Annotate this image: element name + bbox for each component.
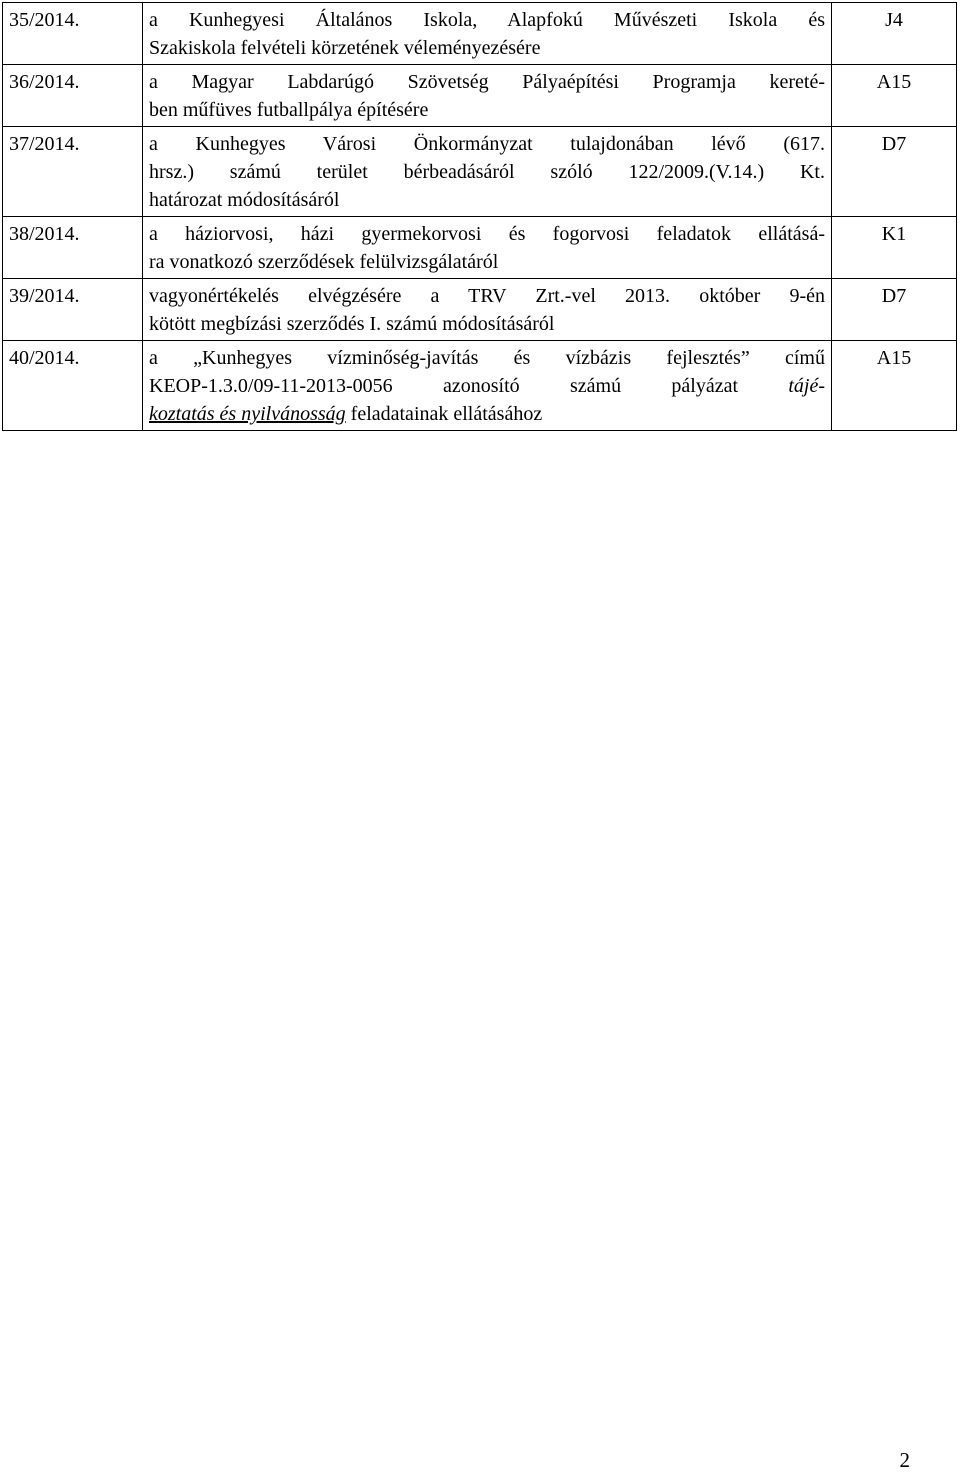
- description-text: kötött megbízási szerződés I. számú módosításáról: [149, 313, 555, 335]
- committee-code: K1: [832, 217, 957, 279]
- description-text: koztatás és nyilvánosság: [149, 403, 346, 425]
- description-text: a Kunhegyesi Általános Iskola, Alapfokú Művészeti Iskola és: [149, 9, 825, 31]
- resolution-table: [2, 2, 957, 431]
- description-line: [149, 96, 825, 124]
- resolution-number: 35/2014.: [3, 3, 143, 65]
- description-line: [149, 372, 825, 400]
- description-text: ben műfüves futballpálya építésére: [149, 99, 429, 121]
- description-text: határozat módosításáról: [149, 189, 340, 211]
- description-text: Szakiskola felvételi körzetének véleményezésére: [149, 37, 541, 59]
- description-line: [149, 248, 825, 276]
- description-text: a Magyar Labdarúgó Szövetség Pályaépítési Programja kereté-: [149, 71, 825, 93]
- description-line: [149, 130, 825, 158]
- description-line: [149, 68, 825, 96]
- description-line: [149, 34, 825, 62]
- committee-code: D7: [832, 127, 957, 217]
- resolution-number: 37/2014.: [3, 127, 143, 217]
- description-line: [149, 310, 825, 338]
- resolution-number: 36/2014.: [3, 65, 143, 127]
- committee-code: A15: [832, 341, 957, 431]
- description-text: tájé-: [788, 375, 825, 397]
- description-line: [149, 158, 825, 186]
- description-text: a Kunhegyes Városi Önkormányzat tulajdonában lévő (617.: [149, 133, 825, 155]
- resolution-description: [143, 65, 832, 127]
- committee-code: D7: [832, 279, 957, 341]
- resolution-description: [143, 3, 832, 65]
- resolution-number: 39/2014.: [3, 279, 143, 341]
- description-text: KEOP-1.3.0/09-11-2013-0056 azonosító számú pályázat: [149, 375, 789, 397]
- description-text: feladatainak ellátásához: [345, 403, 543, 425]
- description-text: hrsz.) számú terület bérbeadásáról szóló 122/2009.(V.14.) Kt.: [149, 161, 825, 183]
- committee-code: J4: [832, 3, 957, 65]
- description-line: [149, 400, 825, 428]
- description-line: [149, 282, 825, 310]
- page-number: 2: [899, 1448, 910, 1472]
- table-row: [3, 65, 957, 127]
- table-row: [3, 3, 957, 65]
- description-line: [149, 6, 825, 34]
- table-row: [3, 279, 957, 341]
- table-row: [3, 341, 957, 431]
- description-text: vagyonértékelés elvégzésére a TRV Zrt.-vel 2013. október 9-én: [149, 285, 825, 307]
- resolution-number: 40/2014.: [3, 341, 143, 431]
- table-row: [3, 127, 957, 217]
- resolution-description: [143, 341, 832, 431]
- description-line: [149, 344, 825, 372]
- resolution-number: 38/2014.: [3, 217, 143, 279]
- table-row: [3, 217, 957, 279]
- description-text: ra vonatkozó szerződések felülvizsgálatáról: [149, 251, 499, 273]
- resolution-table-body: [3, 3, 957, 431]
- description-text: a háziorvosi, házi gyermekorvosi és fogorvosi feladatok ellátásá-: [149, 223, 825, 245]
- resolution-description: [143, 217, 832, 279]
- description-line: [149, 220, 825, 248]
- description-line: [149, 186, 825, 214]
- committee-code: A15: [832, 65, 957, 127]
- resolution-description: [143, 127, 832, 217]
- description-text: a „Kunhegyes vízminőség-javítás és vízbázis fejlesztés” című: [149, 347, 825, 369]
- resolution-description: [143, 279, 832, 341]
